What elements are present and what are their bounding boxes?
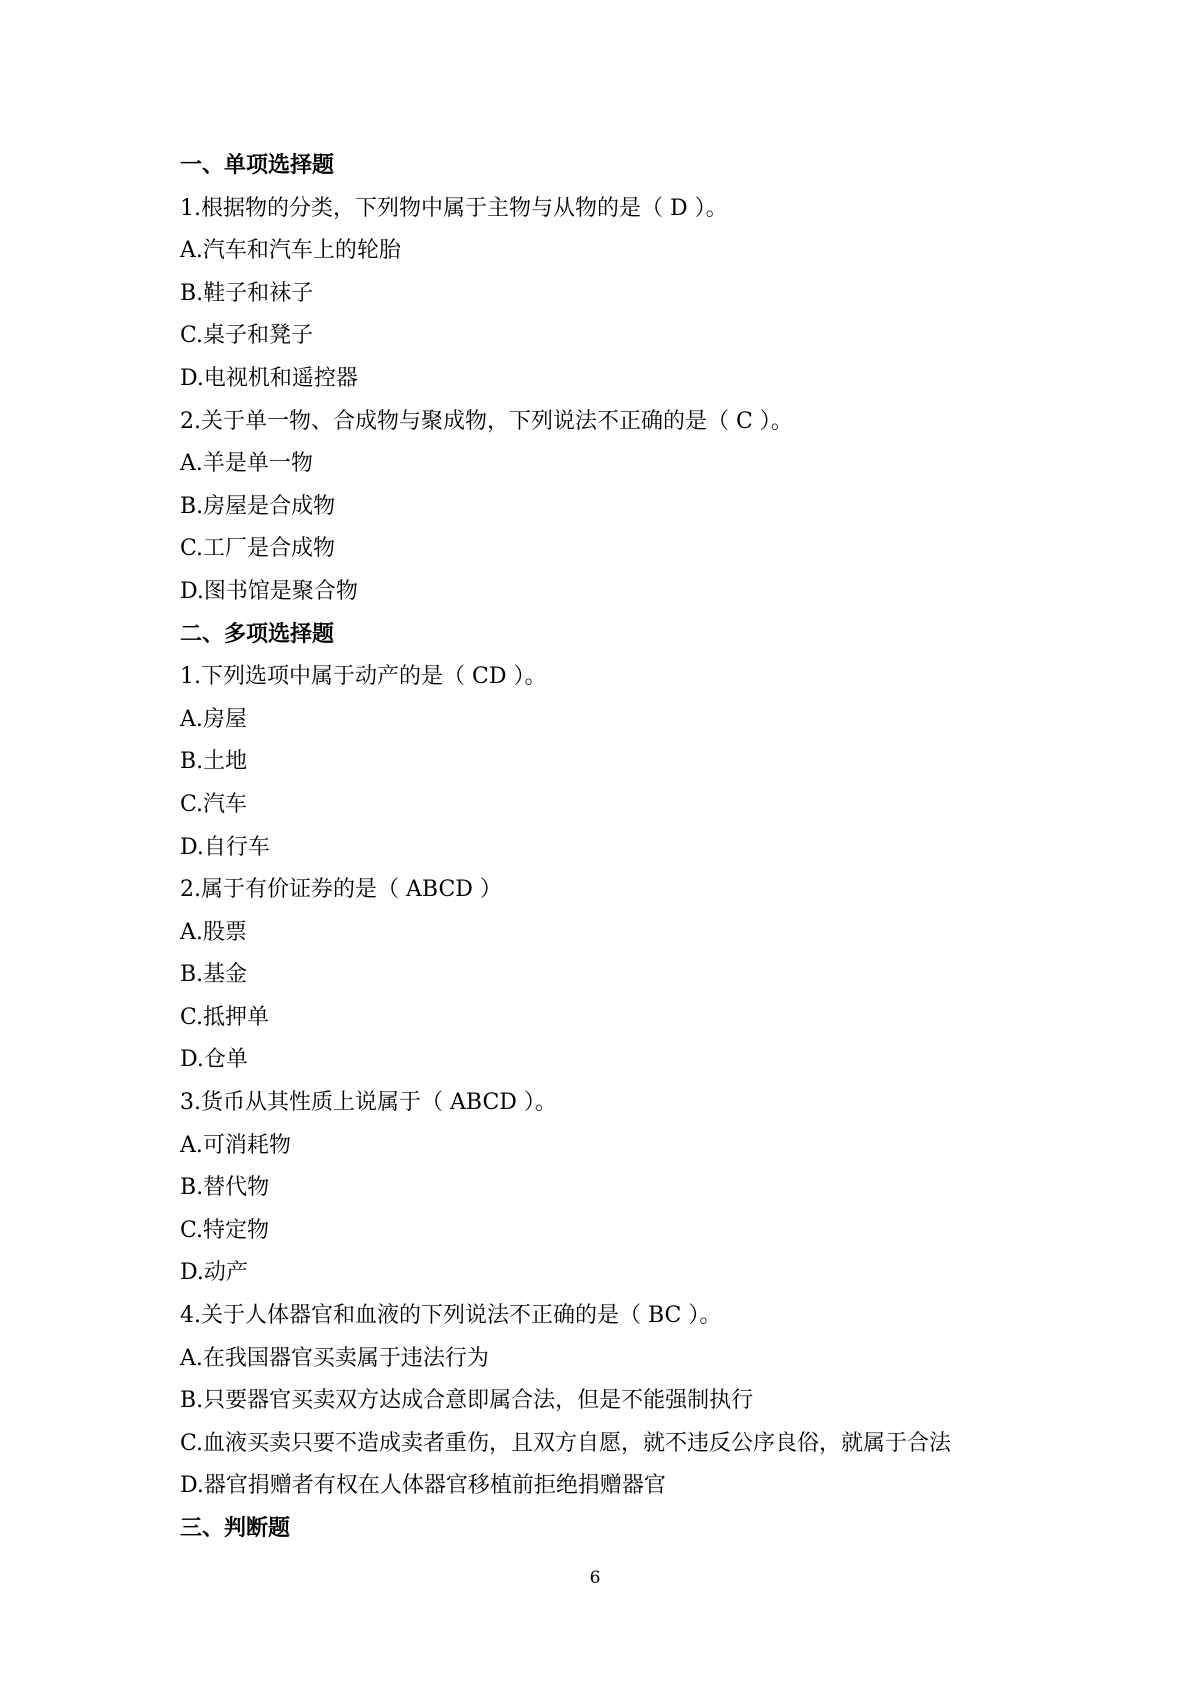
answer-option: B.鞋子和袜子: [180, 280, 314, 306]
answer-option: A.羊是单一物: [180, 451, 313, 477]
answer-option: B.房屋是合成物: [180, 493, 336, 519]
answer-option: A.在我国器官买卖属于违法行为: [180, 1345, 489, 1371]
answer-option: B.只要器官买卖双方达成合意即属合法，但是不能强制执行: [180, 1388, 754, 1414]
answer-option: A.汽车和汽车上的轮胎: [180, 238, 401, 264]
question-text: 2.属于有价证券的是（ ABCD ）: [180, 877, 502, 903]
answer-option: C.工厂是合成物: [180, 536, 336, 562]
answer-option: B.替代物: [180, 1175, 270, 1201]
answer-option: C.抵押单: [180, 1004, 270, 1030]
section-heading: 三、判断题: [180, 1516, 291, 1541]
answer-option: C.特定物: [180, 1217, 270, 1243]
answer-option: B.土地: [180, 749, 248, 775]
answer-option: D.动产: [180, 1260, 248, 1286]
answer-option: D.器官捐赠者有权在人体器官移植前拒绝捐赠器官: [180, 1473, 666, 1499]
question-text: 2.关于单一物、合成物与聚成物，下列说法不正确的是（ C ）。: [180, 408, 793, 434]
answer-option: A.股票: [180, 919, 247, 945]
page-number: 6: [589, 1568, 601, 1588]
section-heading: 一、单项选择题: [180, 153, 335, 178]
answer-option: B.基金: [180, 962, 248, 988]
answer-option: D.图书馆是聚合物: [180, 578, 358, 604]
answer-option: C.汽车: [180, 791, 248, 817]
answer-option: A.可消耗物: [180, 1132, 291, 1158]
answer-option: D.自行车: [180, 834, 270, 860]
question-text: 4.关于人体器官和血液的下列说法不正确的是（ BC ）。: [180, 1303, 722, 1329]
answer-option: C.桌子和凳子: [180, 323, 314, 349]
question-text: 1.下列选项中属于动产的是（ CD ）。: [180, 664, 547, 690]
answer-option: D.仓单: [180, 1047, 248, 1073]
question-text: 1.根据物的分类，下列物中属于主物与从物的是（ D ）。: [180, 195, 728, 221]
answer-option: D.电视机和遥控器: [180, 365, 358, 391]
document-body: [180, 145, 1080, 1551]
answer-option: A.房屋: [180, 706, 247, 732]
question-text: 3.货币从其性质上说属于（ ABCD ）。: [180, 1090, 557, 1116]
section-heading: 二、多项选择题: [180, 621, 335, 647]
answer-option: C.血液买卖只要不造成卖者重伤，且双方自愿，就不违反公序良俗，就属于合法: [180, 1430, 952, 1456]
